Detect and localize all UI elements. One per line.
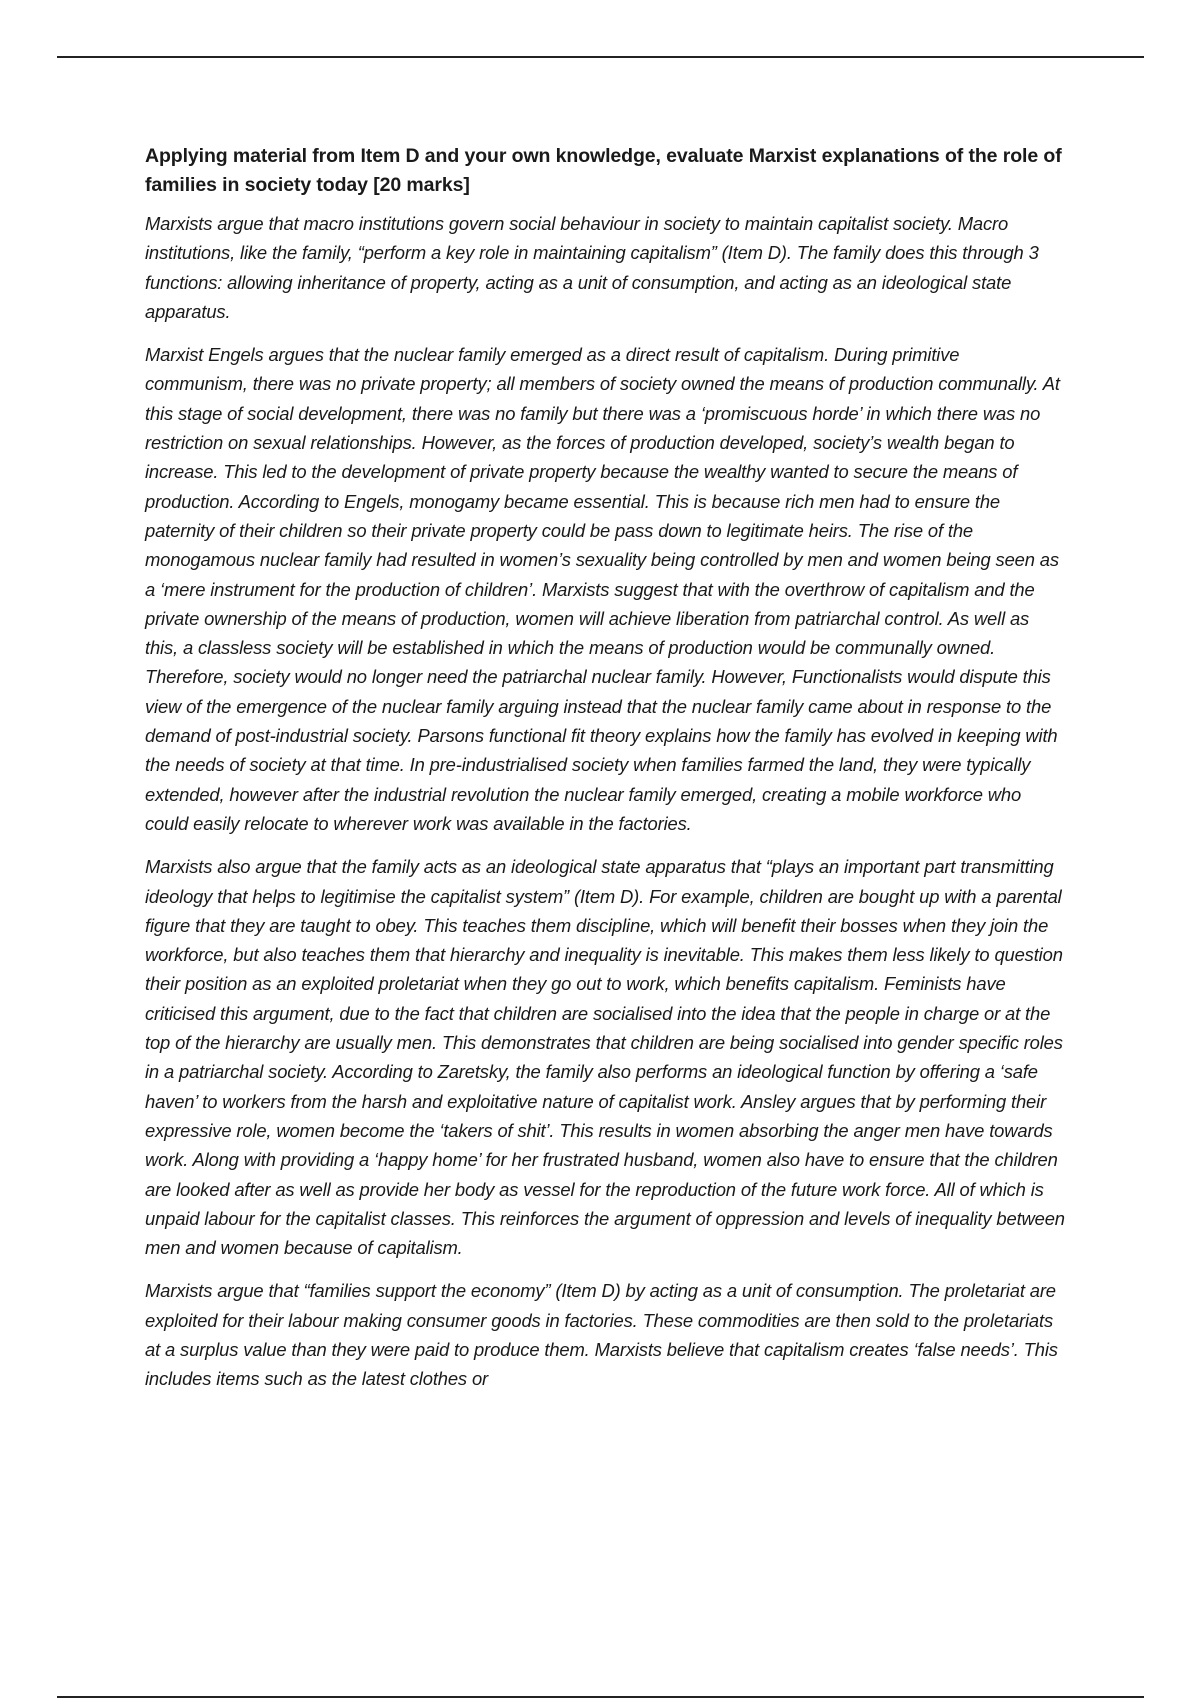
- bottom-rule: [57, 1696, 1144, 1698]
- paragraph-engels: Marxist Engels argues that the nuclear family emerged as a direct result of capitalism. During primitive communism, there was no private property; all members of society owned the means of production communally. At this stage of social development, there was no family but there was a ‘promiscuous horde’ in which there was no restriction on sexual relationships. However, as the forces of production developed, society’s wealth began to increase. This led to the development of private property because the wealthy wanted to secure the means of production. According to Engels, monogamy became essential. This is because rich men had to ensure the paternity of their children so their private property could be pass down to legitimate heirs. The rise of the monogamous nuclear family had resulted in women’s sexuality being controlled by men and women being seen as a ‘mere instrument for the production of children’. Marxists suggest that with the overthrow of capitalism and the private ownership of the means of production, women will achieve liberation from patriarchal control. As well as this, a classless society will be established in which the means of production would be communally owned. Therefore, society would no longer need the patriarchal nuclear family. However, Functionalists would dispute this view of the emergence of the nuclear family arguing instead that the nuclear family came about in response to the demand of post-industrial society. Parsons functional fit theory explains how the family has evolved in keeping with the needs of society at that time. In pre-industrialised society when families farmed the land, they were typically extended, however after the industrial revolution the nuclear family emerged, creating a mobile workforce who could easily relocate to wherever work was available in the factories.: [145, 344, 1060, 834]
- top-rule: [57, 56, 1144, 58]
- essay-question-heading: Applying material from Item D and your own knowledge, evaluate Marxist explanations of the role of families in society today [20 marks]: [145, 145, 1062, 196]
- document-body: [145, 142, 1065, 1408]
- paragraph-ideological-apparatus: Marxists also argue that the family acts as an ideological state apparatus that “plays an important part transmitting ideology that helps to legitimise the capitalist system” (Item D). For example, children are bought up with a parental figure that they are taught to obey. This teaches them discipline, which will benefit their bosses when they join the workforce, but also teaches them that hierarchy and inequality is inevitable. This makes them less likely to question their position as an exploited proletariat when they go out to work, which benefits capitalism. Feminists have criticised this argument, due to the fact that children are socialised into the idea that the people in charge or at the top of the hierarchy are usually men. This demonstrates that children are being socialised into gender specific roles in a patriarchal society. According to Zaretsky, the family also performs an ideological function by offering a ‘safe haven’ to workers from the harsh and exploitative nature of capitalist work. Ansley argues that by performing their expressive role, women become the ‘takers of shit’. This results in women absorbing the anger men have towards work. Along with providing a ‘happy home’ for her frustrated husband, women also have to ensure that the children are looked after as well as provide her body as vessel for the reproduction of the future work force. All of which is unpaid labour for the capitalist classes. This reinforces the argument of oppression and levels of inequality between men and women because of capitalism.: [145, 856, 1065, 1259]
- paragraph-unit-of-consumption: Marxists argue that “families support the economy” (Item D) by acting as a unit of consumption. The proletariat are exploited for their labour making consumer goods in factories. These commodities are then sold to the proletariats at a surplus value than they were paid to produce them. Marxists believe that capitalism creates ‘false needs’. This includes items such as the latest clothes or: [145, 1280, 1058, 1390]
- paragraph-intro: Marxists argue that macro institutions govern social behaviour in society to maintain capitalist society. Macro institutions, like the family, “perform a key role in maintaining capitalism” (Item D). The family does this through 3 functions: allowing inheritance of property, acting as a unit of consumption, and acting as an ideological state apparatus.: [145, 213, 1039, 322]
